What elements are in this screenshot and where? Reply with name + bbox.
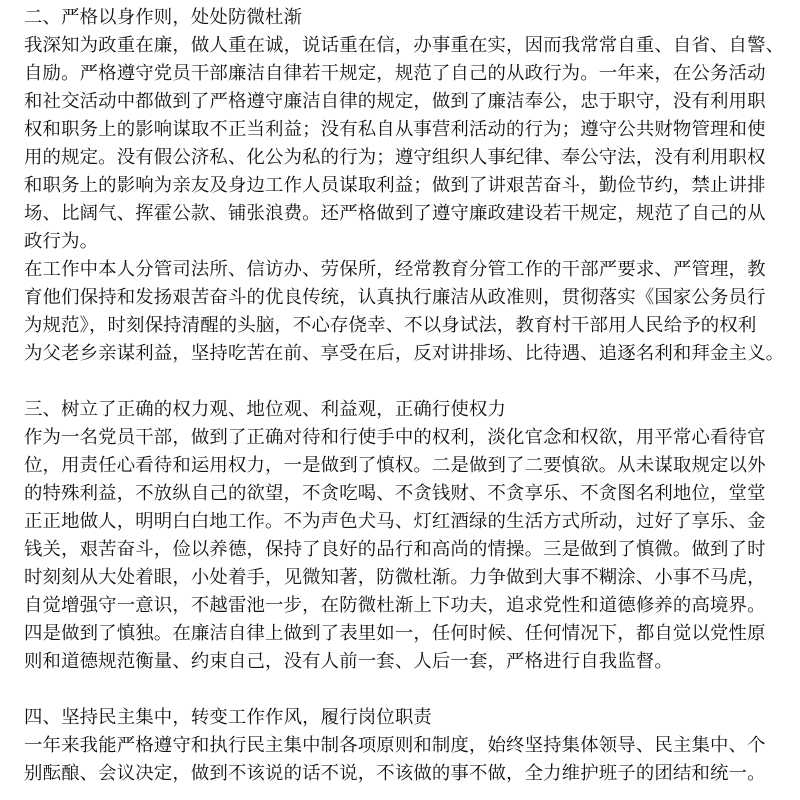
text-line: 用的规定。没有假公济私、化公为私的行为；遵守组织人事纪律、奉公守法，没有利用职权: [24, 147, 766, 168]
text-line: 位，用责任心看待和运用权力，一是做到了慎权。二是做到了二要慎欲。从未谋取规定以外: [24, 455, 766, 476]
text-line: 正正地做人，明明白白地工作。不为声色犬马、灯红酒绿的生活方式所动，过好了享乐、金: [24, 511, 766, 532]
text-line: 别酝酿、会议决定，做到不该说的话不说，不该做的事不做，全力维护班子的团结和统一。: [24, 763, 766, 784]
section-heading-3: 三、树立了正确的权力观、地位观、利益观，正确行使权力: [24, 399, 507, 420]
text-line: 四是做到了慎独。在廉洁自律上做到了表里如一，任何时候、任何情况下，都自觉以党性原: [24, 623, 766, 644]
text-line: 钱关，艰苦奋斗，俭以养德，保持了良好的品行和高尚的情操。三是做到了慎微。做到了时: [24, 539, 766, 560]
text-line: 我深知为政重在廉，做人重在诚，说话重在信，办事重在实，因而我常常自重、自省、自警、: [24, 35, 785, 56]
text-line: 场、比阔气、挥霍公款、铺张浪费。还严格做到了遵守廉政建设若干规定，规范了自己的从: [24, 203, 766, 224]
text-line: 自觉增强守一意识，不越雷池一步，在防微杜渐上下功夫，追求党性和道德修养的高境界。: [24, 595, 766, 616]
text-line: 自励。严格遵守党员干部廉洁自律若干规定，规范了自己的从政行为。一年来，在公务活动: [24, 63, 766, 84]
text-line: 和职务上的影响为亲友及身边工作人员谋取利益；做到了讲艰苦奋斗，勤俭节约，禁止讲排: [24, 175, 766, 196]
section-heading-2: 二、严格以身作则，处处防微杜渐: [24, 7, 303, 28]
text-line: 和社交活动中都做到了严格遵守廉洁自律的规定，做到了廉洁奉公，忠于职守，没有利用职: [24, 91, 766, 112]
section-heading-4: 四、坚持民主集中，转变工作作风，履行岗位职责: [24, 707, 432, 728]
text-line: 为父老乡亲谋利益，坚持吃苦在前、享受在后，反对讲排场、比待遇、追逐名利和拜金主义。: [24, 343, 785, 364]
text-line: 作为一名党员干部，做到了正确对待和行使手中的权利，淡化官念和权欲，用平常心看待官: [24, 427, 766, 448]
text-line: 权和职务上的影响谋取不正当利益；没有私自从事营利活动的行为；遵守公共财物管理和使: [24, 119, 766, 140]
text-line: 则和道德规范衡量、约束自己，没有人前一套、人后一套，严格进行自我监督。: [24, 651, 673, 672]
text-line: 的特殊利益，不放纵自己的欲望，不贪吃喝、不贪钱财、不贪享乐、不贪图名利地位，堂堂: [24, 483, 766, 504]
text-line: 政行为。: [24, 231, 99, 252]
text-line: 为规范》，时刻保持清醒的头脑，不心存侥幸、不以身试法，教育村干部用人民给予的权利: [24, 315, 757, 336]
text-line: 一年来我能严格遵守和执行民主集中制各项原则和制度，始终坚持集体领导、民主集中、个: [24, 735, 766, 756]
text-line: 时刻刻从大处着眼，小处着手，见微知著，防微杜渐。力争做到大事不糊涂、小事不马虎，: [24, 567, 766, 588]
text-line: 在工作中本人分管司法所、信访办、劳保所，经常教育分管工作的干部严要求、严管理，教: [24, 259, 766, 280]
text-line: 育他们保持和发扬艰苦奋斗的优良传统，认真执行廉洁从政准则，贯彻落实《国家公务员行: [24, 287, 766, 308]
